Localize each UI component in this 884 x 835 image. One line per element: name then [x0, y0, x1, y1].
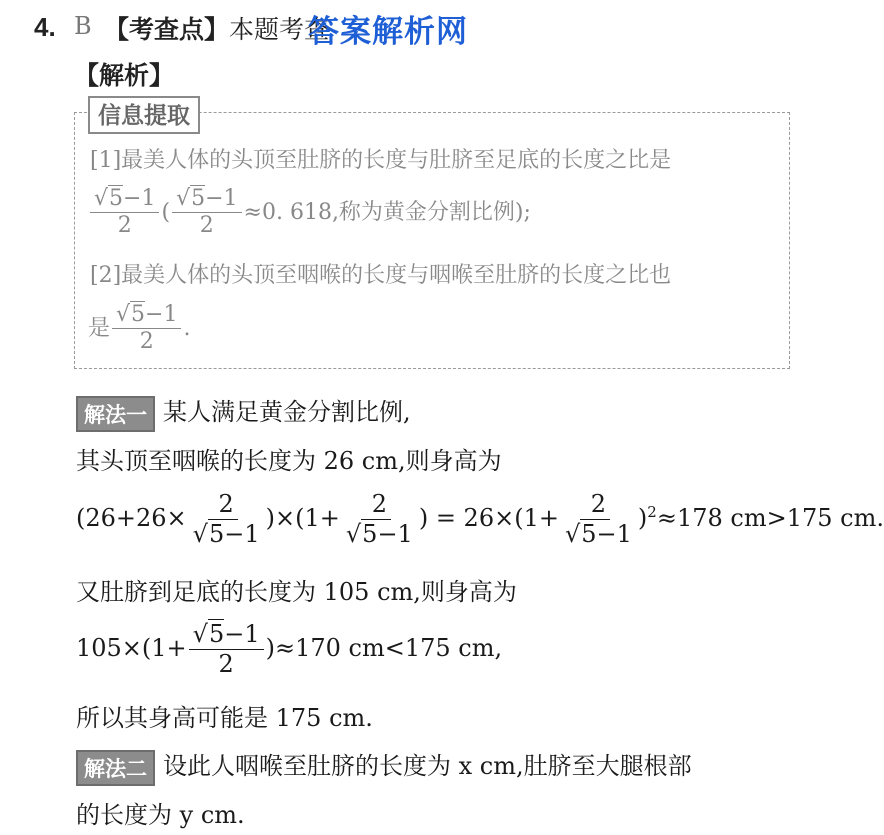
- info-fraction-b: $\frac{√5-1}{2}$: [172, 186, 241, 240]
- eq1-fraction-3: $\frac{2}{√5-1}$: [564, 490, 632, 548]
- eq2-fraction: $\frac{√5-1}{2}$: [189, 620, 264, 679]
- kaochadian: [104, 10, 329, 46]
- method2-line-2: 的长度为 y cm.: [76, 801, 245, 829]
- method1-tag: 解法一: [76, 396, 155, 432]
- method1-equation-2: 105×(1+ $\frac{√5-1}{2}$ )≈170 cm<175 cm,: [76, 620, 503, 678]
- kaochadian-text: 本题考查: [229, 15, 330, 44]
- method1-line-4: 所以其身高可能是 175 cm.: [76, 704, 373, 732]
- info-line-2: $\frac{√5-1}{2}$ ( $\frac{√5-1}{2}$ ≈0. 618,称为黄金分割比例);: [88, 186, 531, 240]
- info-title: 信息提取: [88, 96, 200, 134]
- info-line-4: 是 $\frac{√5-1}{2}$ .: [88, 302, 191, 355]
- method1-line-3: 又肚脐到足底的长度为 105 cm,则身高为: [76, 578, 517, 606]
- info-line-3: [2]最美人体的头顶至咽喉的长度与咽喉至肚脐的长度之比也: [90, 263, 672, 288]
- watermark: 答案解析网: [308, 14, 468, 49]
- question-number: 4.: [34, 12, 56, 42]
- eq1-fraction-1: $\frac{2}{√5-1}$: [192, 490, 260, 548]
- info-fraction-c: $\frac{√5-1}{2}$: [112, 302, 181, 356]
- info-line-1: [1]最美人体的头顶至肚脐的长度与肚脐至足底的长度之比是: [90, 148, 672, 173]
- info-fraction-a: $\frac{√5-1}{2}$: [90, 186, 159, 240]
- kaochadian-label: 【考查点】: [104, 16, 230, 44]
- method1-line-2: 其头顶至咽喉的长度为 26 cm,则身高为: [76, 447, 502, 475]
- jiexi-label: 【解析】: [74, 61, 175, 90]
- eq1-fraction-2: $\frac{2}{√5-1}$: [345, 490, 413, 548]
- method1-equation-1: (26+26× $\frac{2}{√5-1}$ )×(1+ $\frac{2}{√5-1}$ ) = 26×(1+ $\frac{2}{√5-1}$ )$^2$≈178 cm>175 cm.: [76, 490, 884, 548]
- answer-letter: B: [74, 12, 92, 40]
- method2-line-1: 解法二 设此人咽喉至肚脐的长度为 x cm,肚脐至大腿根部: [76, 746, 692, 786]
- method2-tag: 解法二: [76, 750, 155, 786]
- method1-line-1: 解法一 某人满足黄金分割比例,: [76, 392, 411, 432]
